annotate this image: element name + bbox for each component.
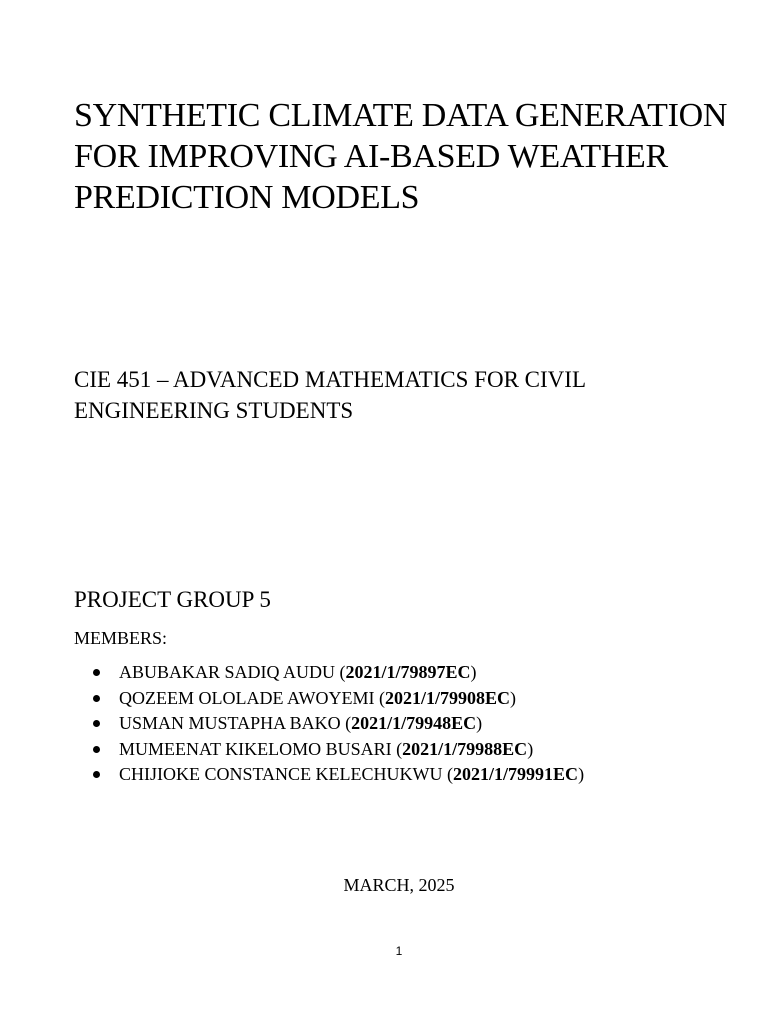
project-group: PROJECT GROUP 5 [74,587,271,612]
bullet-icon [93,669,100,676]
members-label: MEMBERS: [74,628,168,648]
submission-date: MARCH, 2025 [343,875,455,895]
bullet-icon [93,695,100,702]
list-item: MUMEENAT KIKELOMO BUSARI (2021/1/79988EC) [74,737,584,763]
member-name: ABUBAKAR SADIQ AUDU [119,662,336,682]
page-number: 1 [395,944,403,958]
bullet-icon [93,720,100,727]
bullet-icon [93,746,100,753]
document-title: SYNTHETIC CLIMATE DATA GENERATION FOR IMPROVING AI-BASED WEATHER PREDICTION MODELS [74,97,728,216]
member-name: CHIJIOKE CONSTANCE KELECHUKWU [119,764,443,784]
list-item: QOZEEM OLOLADE AWOYEMI (2021/1/79908EC) [74,686,584,712]
member-name: QOZEEM OLOLADE AWOYEMI [119,687,375,708]
list-item: CHIJIOKE CONSTANCE KELECHUKWU (2021/1/79991EC) [74,762,584,788]
list-item: ABUBAKAR SADIQ AUDU (2021/1/79897EC) [74,660,584,686]
course-title: CIE 451 – ADVANCED MATHEMATICS FOR CIVIL ENGINEERING STUDENTS [74,367,586,423]
member-id: 2021/1/79948EC [351,713,477,733]
member-name: MUMEENAT KIKELOMO BUSARI [119,738,392,759]
member-id: 2021/1/79991EC [453,764,579,784]
member-id: 2021/1/79988EC [402,738,528,759]
bullet-icon [93,771,100,778]
list-item: USMAN MUSTAPHA BAKO (2021/1/79948EC) [74,711,584,737]
member-name: USMAN MUSTAPHA BAKO [119,713,341,733]
members-list [74,660,584,788]
member-id: 2021/1/79897EC [345,662,471,682]
member-id: 2021/1/79908EC [385,687,511,708]
